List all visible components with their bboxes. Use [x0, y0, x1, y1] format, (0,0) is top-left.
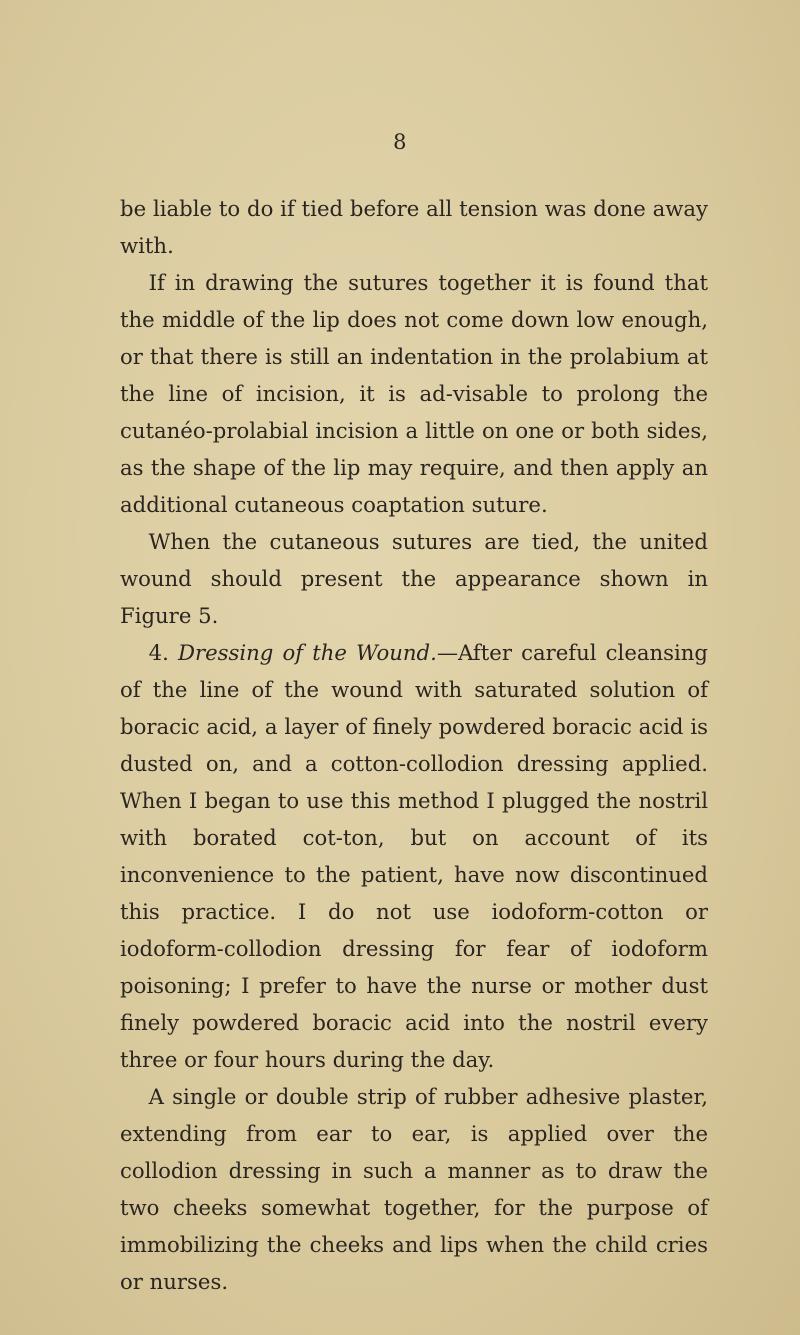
- page-number: 8: [393, 130, 407, 154]
- paragraph-dressing: [120, 634, 708, 1078]
- body-text: [120, 190, 708, 1300]
- section-heading: Dressing of the Wound.: [177, 640, 437, 665]
- paragraph-suture-adjustment: If in drawing the sutures together it is found that the middle of the lip does not come down low enough, or that there is still an indentation in the prolabium at the line of incision, it is ad-visable to prolong the cutanéo-prolabial incision a little on one or both sides, as the shape of the lip may require, and then apply an additional cutaneous coaptation suture.: [120, 270, 708, 517]
- paragraph-continuation: be liable to do if tied before all tension was done away with.: [120, 196, 708, 258]
- section-number: 4.: [148, 640, 178, 665]
- paragraph-sutures-tied: When the cutaneous sutures are tied, the united wound should present the appearance shown in Figure 5.: [120, 529, 708, 628]
- section-body: —After careful cleansing of the line of the wound with saturated solution of boracic acid, a layer of finely powdered boracic acid is dusted on, and a cotton-collodion dressing applied. When I began to use this method I plugged the nostril with borated cot-ton, but on account of its inconvenience to the patient, have now discontinued this practice. I do not use iodoform-cotton or iodoform-collodion dressing for fear of iodoform poisoning; I prefer to have the nurse or mother dust finely powdered boracic acid into the nostril every three or four hours during the day.: [120, 640, 708, 1072]
- paragraph-adhesive-plaster: A single or double strip of rubber adhesive plaster, extending from ear to ear, is applied over the collodion dressing in such a manner as to draw the two cheeks somewhat together, for the purpose of immobilizing the cheeks and lips when the child cries or nurses.: [120, 1084, 708, 1294]
